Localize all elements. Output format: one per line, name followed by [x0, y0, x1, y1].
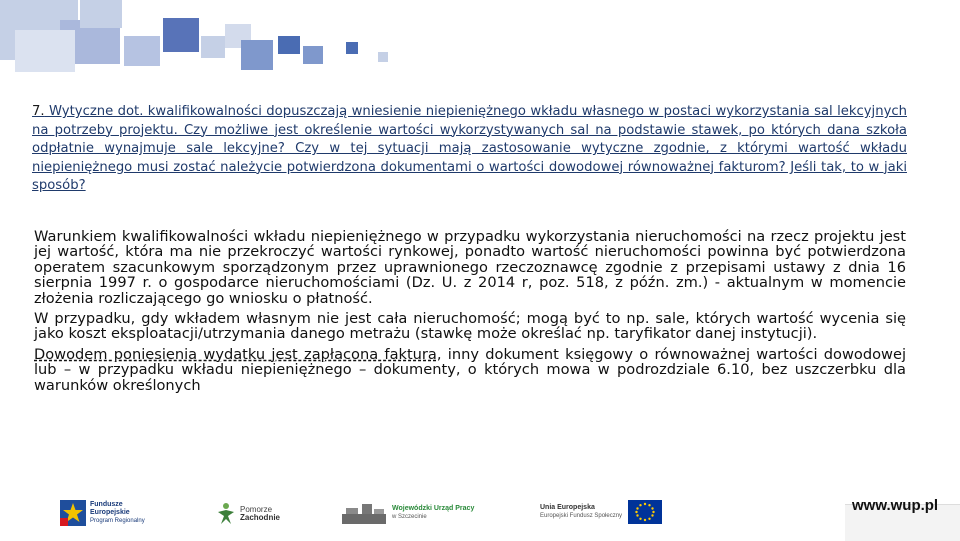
fe-line-2: Europejskie	[90, 509, 130, 516]
logo-pomorze-zachodnie	[215, 502, 280, 526]
question-text	[32, 103, 907, 196]
footer-logos	[0, 490, 960, 540]
logo-fundusze-europejskie	[60, 500, 145, 526]
question-number: 7.	[32, 104, 45, 119]
decor-square	[241, 40, 273, 70]
decor-square	[346, 42, 358, 54]
wup-building-icon	[340, 500, 388, 526]
answer-text	[34, 229, 906, 398]
answer-paragraph-3	[34, 347, 906, 393]
decor-square	[378, 52, 388, 62]
pz-figure-icon	[215, 502, 237, 526]
decor-square	[163, 18, 199, 52]
decor-square	[201, 36, 225, 58]
decor-square	[80, 0, 122, 28]
decor-square	[124, 36, 160, 66]
decor-square	[15, 30, 75, 72]
fe-line-3: Program Regionalny	[90, 518, 145, 524]
logo-wup	[340, 500, 474, 526]
decor-square	[278, 36, 300, 54]
ue-line-2: Europejski Fundusz Społeczny	[540, 513, 623, 519]
pz-line-1: Pomorze	[240, 505, 273, 514]
fe-star-icon	[60, 500, 86, 526]
fe-line-1: Fundusze	[90, 501, 123, 508]
wup-line-1: Wojewódzki Urząd Pracy	[392, 505, 475, 512]
pz-line-2: Zachodnie	[240, 513, 281, 522]
answer-paragraph-2: W przypadku, gdy wkładem własnym nie jest cała nieruchomość; mogą być to np. sale, których wartość wycenia się jako koszt eksploatacji/utrzymania danego metrażu (stawkę może określać np. taryfikator danej instytucji).	[34, 310, 906, 343]
question-body: Wytyczne dot. kwalifikowalności dopuszczają wniesienie niepieniężnego wkładu własnego w postaci wykorzystania sal lekcyjnych na potrzeby projektu. Czy możliwe jest określenie wartości wykorzystywanych sal na podstawie stawek, po których dana szkoła odpłatnie wynajmuje sale lekcyjne? Czy w tej sytuacji mają zastosowanie wytyczne zgodnie, z którymi wartość wkładu niepieniężnego musi zostać należycie potwierdzona dokumentami o wartości dowodowej równoważnej fakturom? Jeśli tak, to w jaki sposób?	[32, 104, 907, 194]
website-url[interactable]: www.wup.pl	[852, 497, 939, 514]
logo-unia-europejska	[540, 500, 662, 524]
decor-square	[303, 46, 323, 64]
answer-underlined-phrase: Dowodem poniesienia wydatku jest zapłacona faktura	[34, 345, 437, 363]
answer-paragraph-1: Warunkiem kwalifikowalności wkładu niepieniężnego w przypadku wykorzystania nieruchomości na rzecz projektu jest jej wartość, która ma nie przekroczyć wartości rynkowej, ponadto wartość nieruchomości powinna być potwierdzona operatem szacunkowym sporządzonym przez uprawnionego rzeczoznawcę zgodnie z przepisami ustawy z dnia 16 sierpnia 1997 r. o gospodarce nieruchomościami (Dz. U. z 2014 r, poz. 518, z późn. zm.) - aktualnym w momencie złożenia rozliczającego go wniosku o płatność.	[34, 228, 906, 307]
ue-line-1: Unia Europejska	[540, 504, 595, 511]
wup-line-2: w Szczecinie	[392, 514, 427, 520]
eu-flag-icon	[628, 500, 662, 524]
answer-paragraph-3-rest: , inny dokument księgowy o równoważnej wartości dowodowej lub – w przypadku wkładu niepieniężnego – dokumenty, o których mowa w podrozdziale 6.10, bez uszczerbku dla warunków określonych	[34, 345, 907, 394]
